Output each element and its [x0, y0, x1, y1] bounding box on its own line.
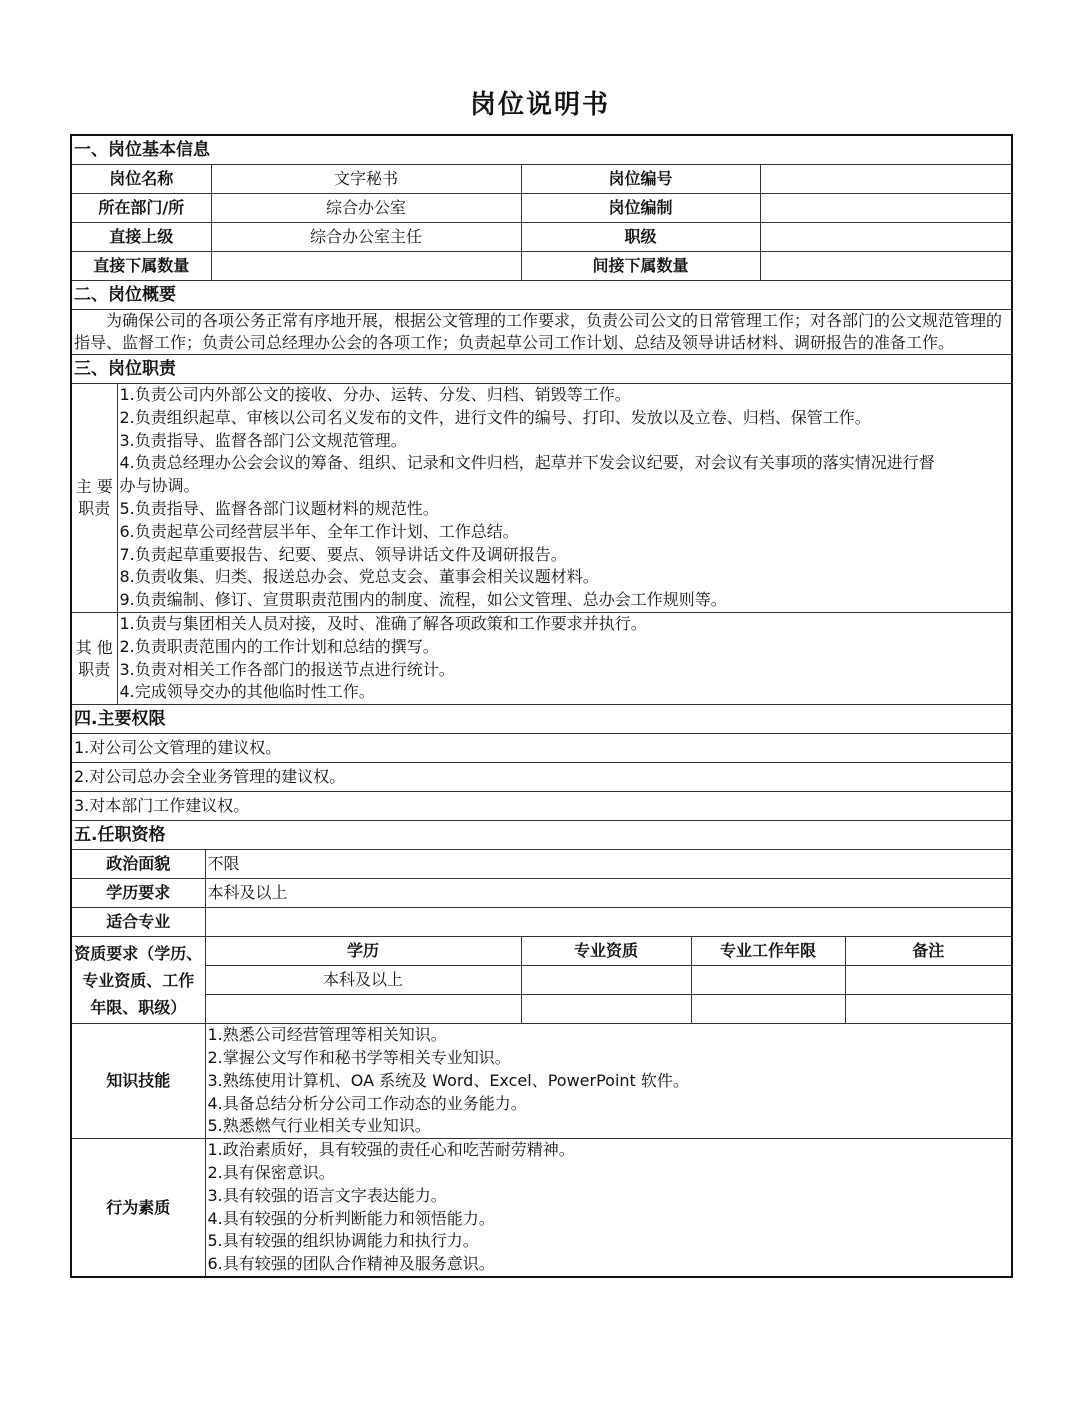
qual-header-remarks: 备注: [845, 937, 1012, 966]
list-item: 4.具备总结分析分公司工作动态的业务能力。: [207, 1093, 527, 1113]
section-authority-heading: 四.主要权限: [71, 705, 1012, 734]
list-item: 5.负责指导、监督各部门议题材料的规范性。: [119, 498, 439, 518]
list-item: 1.政治素质好，具有较强的责任心和吃苦耐劳精神。: [207, 1140, 575, 1160]
qual-cell: [845, 995, 1012, 1024]
list-item: 3.具有较强的语言文字表达能力。: [207, 1185, 447, 1205]
major-value: [205, 908, 1012, 937]
list-item: 9.负责编制、修订、宣贯职责范围内的制度、流程，如公文管理、总办会工作规则等。: [119, 590, 727, 610]
position-quota-label: 岗位编制: [521, 194, 760, 223]
list-item: 8.负责收集、归类、报送总办会、党总支会、董事会相关议题材料。: [119, 567, 599, 587]
behavior-list: [205, 1139, 1012, 1277]
section-summary-heading: 二、岗位概要: [71, 281, 1012, 310]
major-label: 适合专业: [71, 908, 205, 937]
politics-value: 不限: [205, 850, 1012, 879]
direct-reports-label: 直接下属数量: [71, 252, 211, 281]
list-item: 4.完成领导交办的其他临时性工作。: [119, 682, 375, 702]
list-item: 2.负责组织起草、审核以公司名义发布的文件，进行文件的编号、打印、发放以及立卷、归档、保管工作。: [119, 407, 871, 427]
qual-header-years: 专业工作年限: [691, 937, 845, 966]
department-label: 所在部门/所: [71, 194, 211, 223]
indirect-reports-label: 间接下属数量: [521, 252, 760, 281]
supervisor-value: 综合办公室主任: [211, 223, 521, 252]
list-item: 3.负责指导、监督各部门公文规范管理。: [119, 430, 407, 450]
position-quota-value: [760, 194, 1012, 223]
list-item: 2.负责职责范围内的工作计划和总结的撰写。: [119, 636, 439, 656]
qual-cell: [521, 966, 691, 995]
qual-cell: [691, 966, 845, 995]
qual-header-education: 学历: [205, 937, 521, 966]
skills-list: [205, 1024, 1012, 1139]
list-item: 办与协调。: [119, 476, 200, 496]
qualification-label: 资质要求（学历、 专业资质、工作 年限、职级）: [71, 937, 205, 1024]
position-name-value: 文字秘书: [211, 165, 521, 194]
grade-label: 职级: [521, 223, 760, 252]
position-code-value: [760, 165, 1012, 194]
document-title: 岗位说明书: [469, 90, 610, 120]
authority-item: 1.对公司公文管理的建议权。: [71, 734, 1012, 763]
list-item: 1.负责公司内外部公文的接收、分办、运转、分发、归档、销毁等工作。: [119, 385, 631, 404]
qual-header-professional: 专业资质: [521, 937, 691, 966]
other-duties-list: [117, 612, 1012, 704]
qual-cell: [845, 966, 1012, 995]
education-value: 本科及以上: [205, 879, 1012, 908]
list-item: 5.熟悉燃气行业相关专业知识。: [207, 1116, 431, 1136]
list-item: 3.负责对相关工作各部门的报送节点进行统计。: [119, 659, 455, 679]
direct-reports-value: [211, 252, 521, 281]
list-item: 7.负责起草重要报告、纪要、要点、领导讲话文件及调研报告。: [119, 544, 567, 564]
qual-cell: [521, 995, 691, 1024]
department-value: 综合办公室: [211, 194, 521, 223]
indirect-reports-value: [760, 252, 1012, 281]
list-item: 1.负责与集团相关人员对接，及时、准确了解各项政策和工作要求并执行。: [119, 613, 647, 633]
authority-item: 2.对公司总办会全业务管理的建议权。: [71, 763, 1012, 792]
qual-cell: [205, 995, 521, 1024]
behavior-label: 行为素质: [71, 1139, 205, 1277]
list-item: 1.熟悉公司经营管理等相关知识。: [207, 1025, 447, 1045]
qual-cell: [691, 995, 845, 1024]
list-item: 6.具有较强的团队合作精神及服务意识。: [207, 1254, 495, 1274]
politics-label: 政治面貌: [71, 850, 205, 879]
list-item: 5.具有较强的组织协调能力和执行力。: [207, 1231, 479, 1251]
qual-cell: 本科及以上: [205, 966, 521, 995]
list-item: 6.负责起草公司经营层半年、全年工作计划、工作总结。: [119, 521, 519, 541]
main-duties-list: [117, 384, 1012, 613]
list-item: 3.熟练使用计算机、OA 系统及 Word、Excel、PowerPoint 软件。: [207, 1070, 689, 1090]
job-description-table: [70, 134, 1013, 1278]
grade-value: [760, 223, 1012, 252]
section-basic-info-heading: 一、岗位基本信息: [71, 135, 1012, 165]
authority-item: 3.对本部门工作建议权。: [71, 792, 1012, 821]
supervisor-label: 直接上级: [71, 223, 211, 252]
list-item: 4.负责总经理办公会会议的筹备、组织、记录和文件归档，起草并下发会议纪要，对会议有关事项的落实情况进行督: [119, 453, 935, 473]
section-duties-heading: 三、岗位职责: [71, 355, 1012, 384]
education-label: 学历要求: [71, 879, 205, 908]
position-name-label: 岗位名称: [71, 165, 211, 194]
list-item: 2.具有保密意识。: [207, 1162, 335, 1182]
position-code-label: 岗位编号: [521, 165, 760, 194]
list-item: 4.具有较强的分析判断能力和领悟能力。: [207, 1208, 495, 1228]
other-duties-label: 其 他 职责: [71, 612, 117, 704]
main-duties-label: 主 要 职责: [71, 384, 117, 613]
list-item: 2.掌握公文写作和秘书学等相关专业知识。: [207, 1047, 511, 1067]
position-summary-text: 为确保公司的各项公务正常有序地开展，根据公文管理的工作要求，负责公司公文的日常管理工作；对各部门的公文规范管理的指导、监督工作；负责公司总经理办公会的各项工作；负责起草公司工作计划、总结及领导讲话材料、调研报告的准备工作。: [71, 310, 1012, 355]
skills-label: 知识技能: [71, 1024, 205, 1139]
section-qualification-heading: 五.任职资格: [71, 821, 1012, 850]
